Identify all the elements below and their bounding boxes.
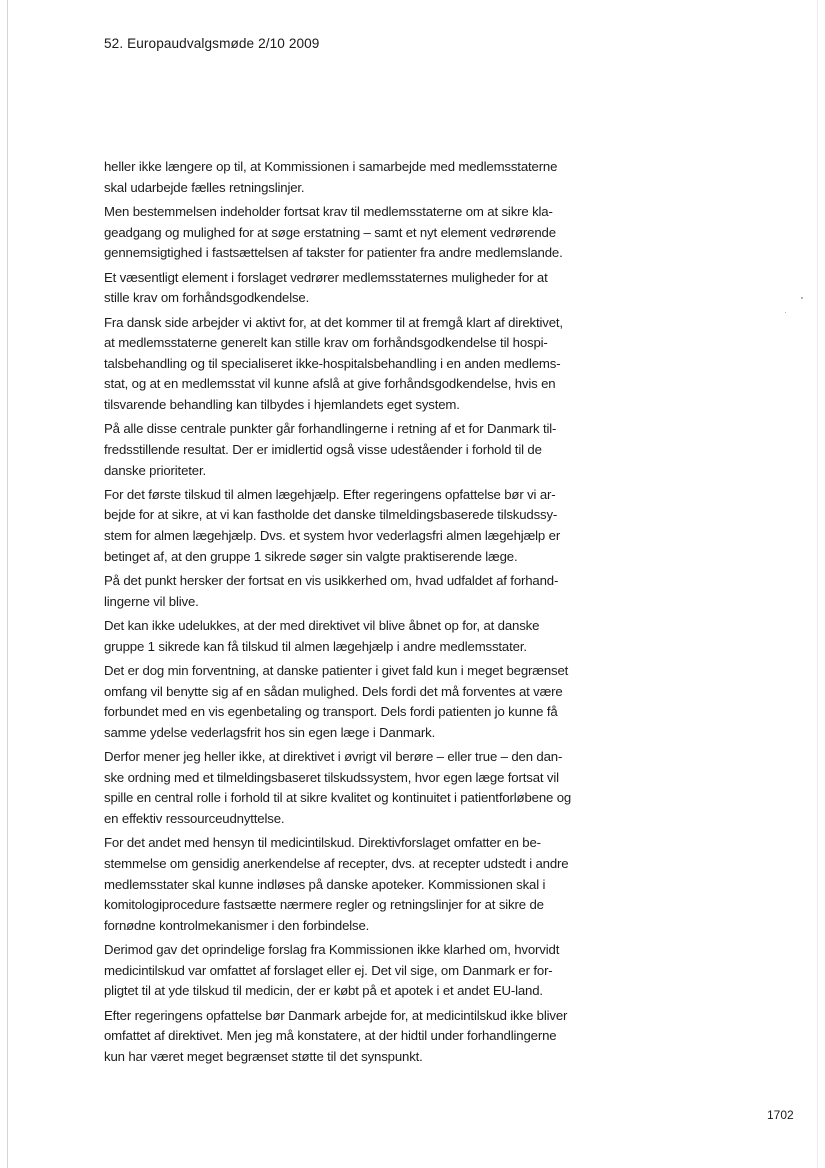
text-line: For det første tilskud til almen lægehjælp. Efter regeringens opfattelse bør vi ar- xyxy=(104,486,556,502)
text-line: stille krav om forhåndsgodkendelse. xyxy=(104,290,310,306)
paragraph xyxy=(104,616,594,657)
text-line: Derfor mener jeg heller ikke, at direktivet i øvrigt vil berøre – eller true – den dan- xyxy=(104,749,563,765)
text-line: På det punkt hersker der fortsat en vis usikkerhed om, hvad udfaldet af forhand- xyxy=(104,573,559,589)
text-line: stem for almen lægehjælp. Dvs. et system hvor vederlagsfri almen lægehjælp er xyxy=(104,528,561,544)
paragraph xyxy=(104,940,594,1002)
paragraph xyxy=(104,157,594,198)
text-line: ske ordning med et tilmeldingsbaseret tilskudssystem, hvor egen læge fortsat vil xyxy=(104,769,559,785)
scan-right-edge xyxy=(817,0,818,1168)
text-line: at medlemsstaterne generelt kan stille krav om forhåndsgodkendelse til hospi- xyxy=(104,335,548,351)
paragraph xyxy=(104,202,594,264)
text-line: Fra dansk side arbejder vi aktivt for, at det kommer til at fremgå klart af direktivet, xyxy=(104,314,563,330)
text-line: gennemsigtighed i fastsættelsen af takster for patienter fra andre medlemslande. xyxy=(104,245,563,261)
page-number: 1702 xyxy=(767,1108,794,1122)
text-line: samme ydelse vederlagsfrit hos sin egen læge i Danmark. xyxy=(104,724,436,740)
paragraph xyxy=(104,313,594,416)
text-line: danske prioriteter. xyxy=(104,462,206,478)
scan-speck xyxy=(801,297,803,299)
scan-left-edge xyxy=(7,0,8,1168)
text-line: betinget af, at den gruppe 1 sikrede søger sin valgte praktiserende læge. xyxy=(104,548,518,564)
text-line: medicintilskud var omfattet af forslaget eller ej. Det vil sige, om Danmark er for- xyxy=(104,962,553,978)
document-body xyxy=(104,157,594,1071)
text-line: Det er dog min forventning, at danske patienter i givet fald kun i meget begrænset xyxy=(104,663,569,679)
text-line: talsbehandling og til specialiseret ikke-hospitalsbehandling i en anden medlems- xyxy=(104,355,561,371)
text-line: heller ikke længere op til, at Kommissionen i samarbejde med medlemsstaterne xyxy=(104,159,558,174)
text-line: For det andet med hensyn til medicintilskud. Direktivforslaget omfatter en be- xyxy=(104,835,541,851)
paragraph xyxy=(104,485,594,567)
paragraph xyxy=(104,571,594,612)
text-line: en effektiv ressourceudnyttelse. xyxy=(104,810,285,826)
text-line: fredsstillende resultat. Der er imidlertid også visse udeståender i forhold til de xyxy=(104,441,542,457)
paragraph xyxy=(104,268,594,309)
text-line: komitologiprocedure fastsætte nærmere regler og retningslinjer for at sikre de xyxy=(104,897,544,913)
text-line: bejde for at sikre, at vi kan fastholde det danske tilmeldingsbaserede tilskudssy- xyxy=(104,507,558,523)
paragraph xyxy=(104,1006,594,1068)
text-line: skal udarbejde fælles retningslinjer. xyxy=(104,179,305,195)
text-line: omfang vil benytte sig af en sådan mulighed. Dels fordi det må forventes at være xyxy=(104,683,563,699)
paragraph xyxy=(104,833,594,936)
paragraph xyxy=(104,661,594,743)
text-line: omfattet af direktivet. Men jeg må konstatere, at der hidtil under forhandlingerne xyxy=(104,1028,557,1044)
text-line: Et væsentligt element i forslaget vedrører medlemsstaternes muligheder for at xyxy=(104,269,548,285)
text-line: Men bestemmelsen indeholder fortsat krav til medlemsstaterne om at sikre kla- xyxy=(104,203,553,219)
paragraph xyxy=(104,419,594,481)
text-line: medlemsstater skal kunne indløses på danske apoteker. Kommissionen skal i xyxy=(104,876,546,892)
scan-speck xyxy=(785,312,786,313)
text-line: pligtet til at yde tilskud til medicin, der er købt på et apotek i et andet EU-land. xyxy=(104,983,543,999)
text-line: Det kan ikke udelukkes, at der med direktivet vil blive åbnet op for, at danske xyxy=(104,618,540,634)
text-line: lingerne vil blive. xyxy=(104,593,199,609)
text-line: spille en central rolle i forhold til at sikre kvalitet og kontinuitet i patientforløbene og xyxy=(104,790,572,806)
text-line: stat, og at en medlemsstat vil kunne afslå at give forhåndsgodkendelse, hvis en xyxy=(104,376,556,392)
text-line: stemmelse om gensidig anerkendelse af recepter, dvs. at recepter udstedt i andre xyxy=(104,855,569,871)
text-line: forbundet med en vis egenbetaling og transport. Dels fordi patienten jo kunne få xyxy=(104,704,558,720)
text-line: På alle disse centrale punkter går forhandlingerne i retning af et for Danmark til- xyxy=(104,421,557,437)
text-line: fornødne kontrolmekanismer i den forbindelse. xyxy=(104,917,370,933)
text-line: gruppe 1 sikrede kan få tilskud til almen lægehjælp i andre medlemsstater. xyxy=(104,638,527,654)
text-line: Efter regeringens opfattelse bør Danmark arbejde for, at medicintilskud ikke bliver xyxy=(104,1007,568,1023)
text-line: geadgang og mulighed for at søge erstatning – samt et nyt element vedrørende xyxy=(104,224,556,240)
text-line: Derimod gav det oprindelige forslag fra Kommissionen ikke klarhed om, hvorvidt xyxy=(104,942,560,958)
text-line: kun har været meget begrænset støtte til det synspunkt. xyxy=(104,1048,423,1064)
paragraph xyxy=(104,747,594,829)
text-line: tilsvarende behandling kan tilbydes i hjemlandets eget system. xyxy=(104,396,460,412)
page-header: 52. Europaudvalgsmøde 2/10 2009 xyxy=(104,36,320,51)
